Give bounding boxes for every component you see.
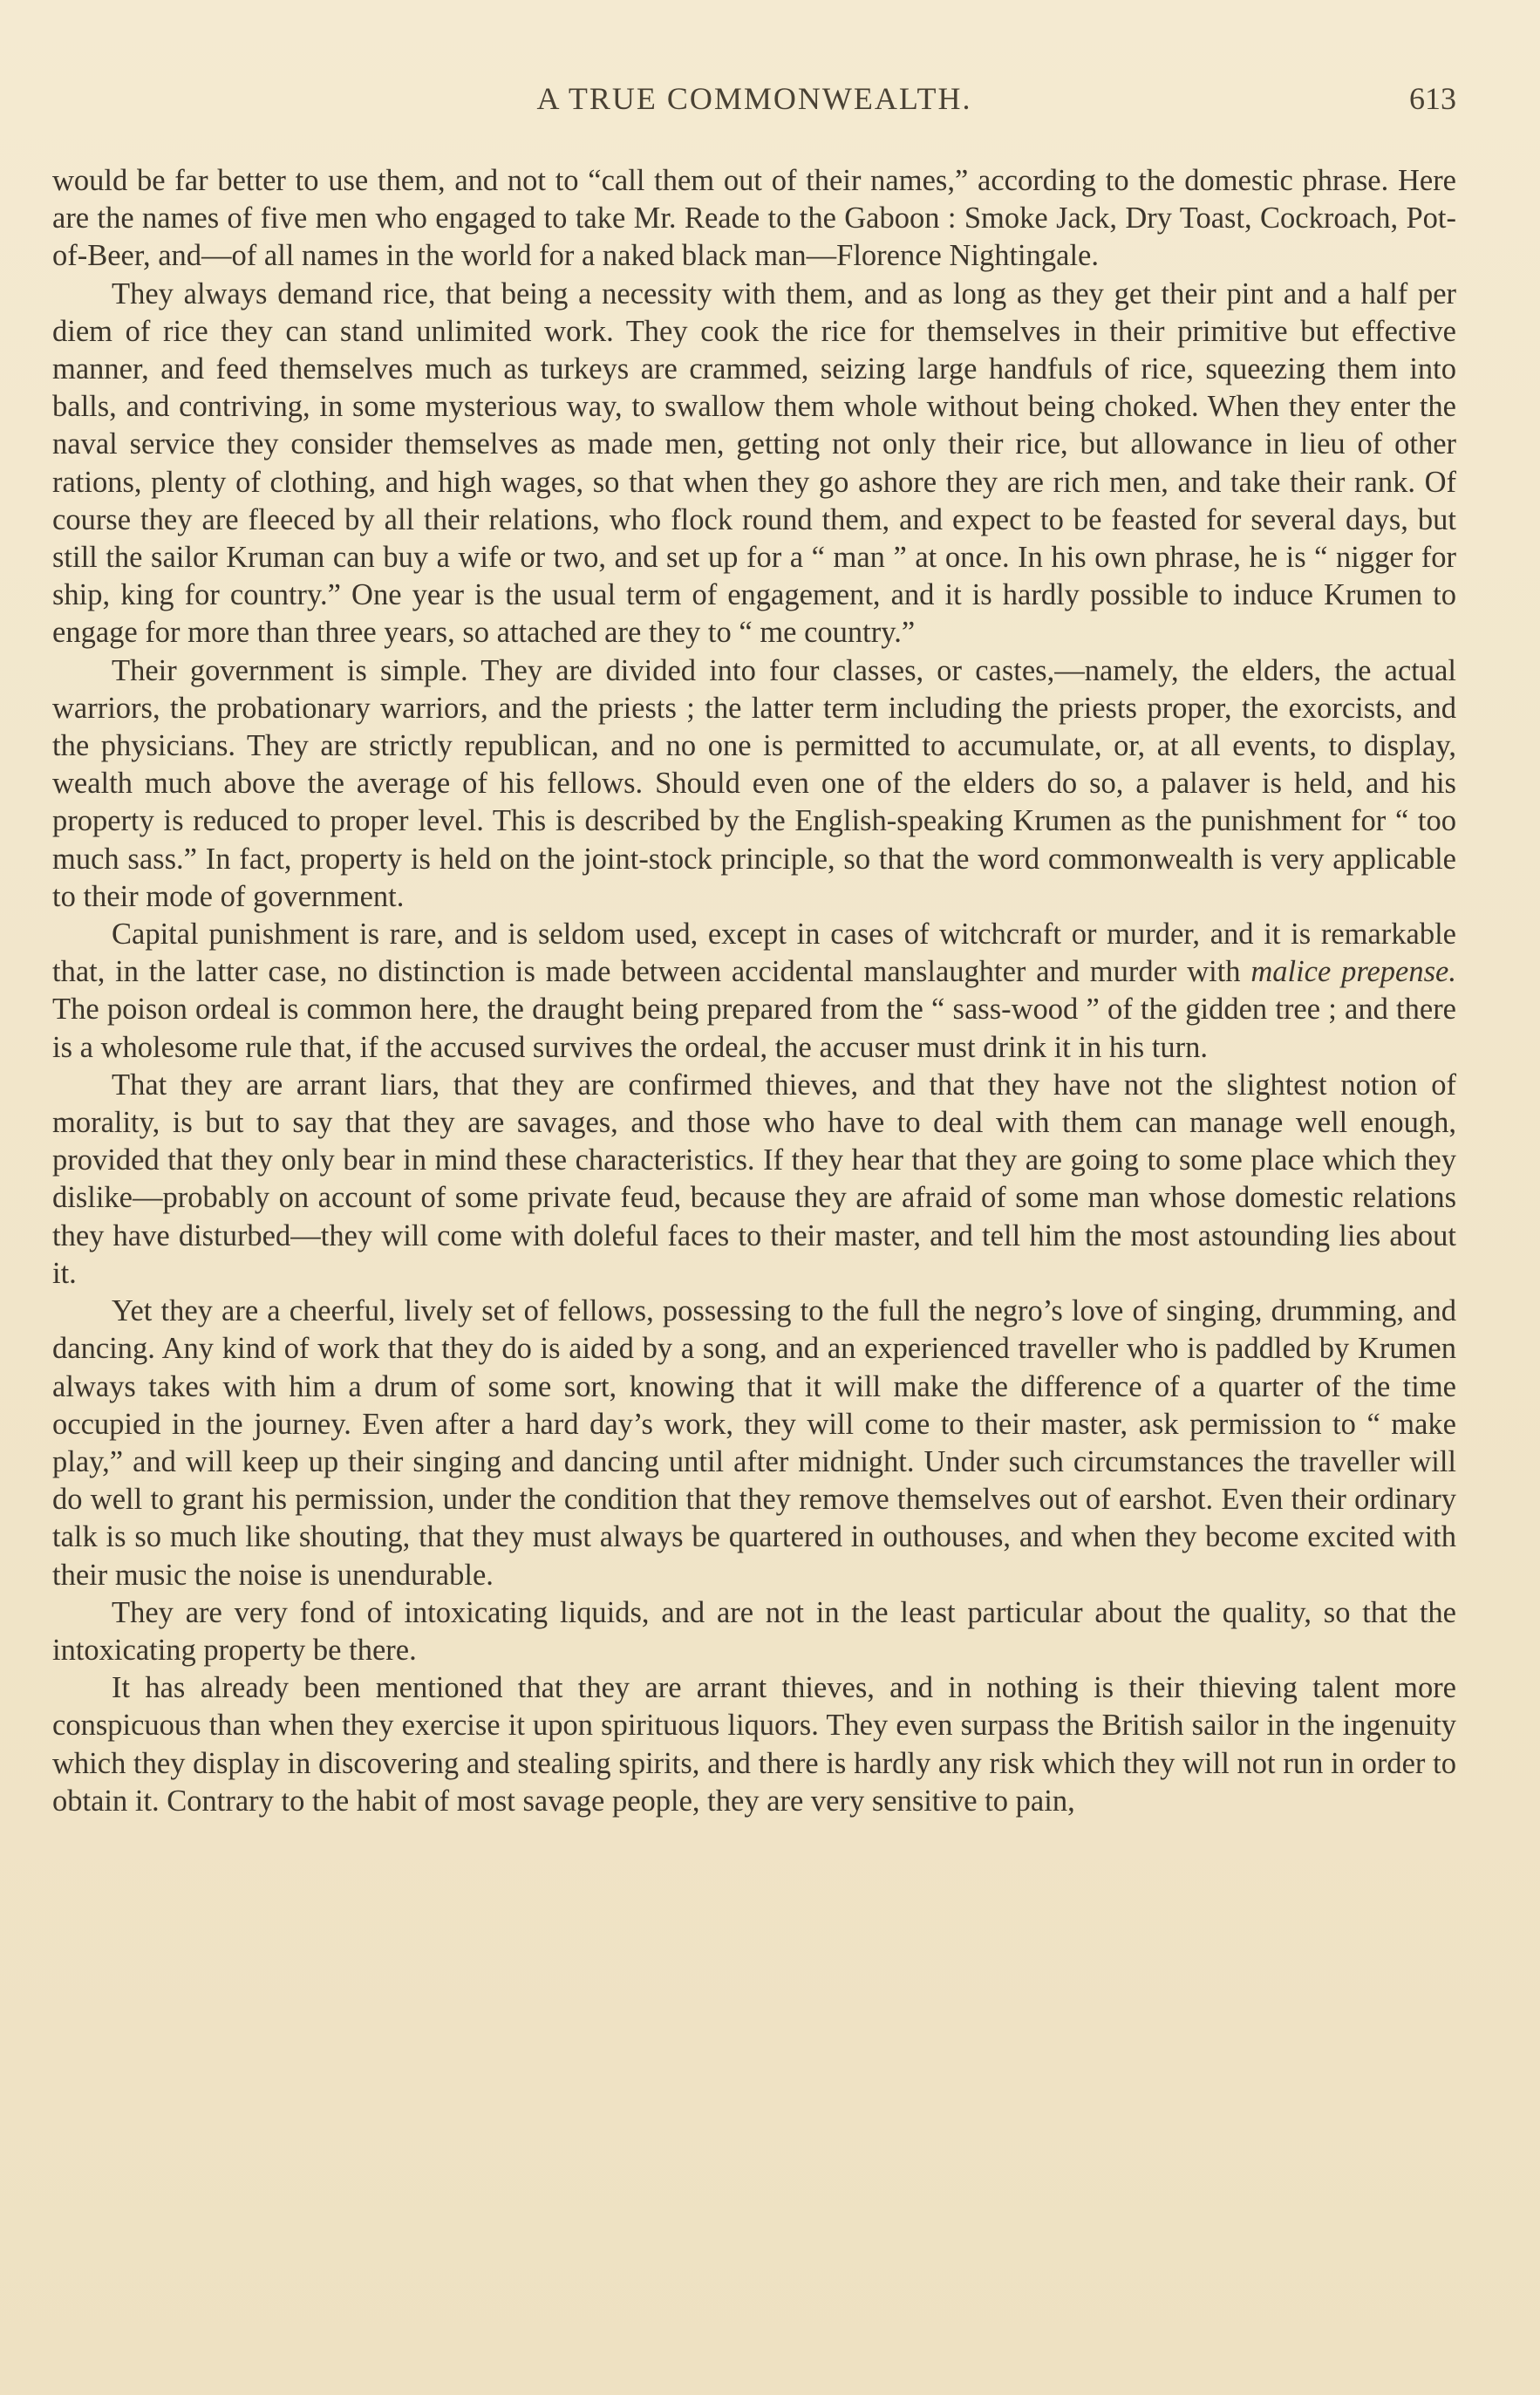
capital-punishment-text-start: Capital punishment is rare, and is seldom used, except in cases of witchcraft or murder, and it is remarkable that, in the latter case, no distinction is made between accidental manslaughter and murder with — [52, 918, 1456, 989]
paragraph-rice-and-wages: They always demand rice, that being a necessity with them, and as long as they get their pint and a half per diem of rice they can stand unlimited work. They cook the rice for themselves in their primitive but effective manner, and feed themselves much as turkeys are crammed, seizing large handfuls of rice, squeezing them into balls, and contriving, in some mysterious way, to swallow them whole without being choked. When they enter the naval service they consider themselves as made men, getting not only their rice, but allowance in lieu of other rations, plenty of clothing, and high wages, so that when they go ashore they are rich men, and take their rank. Of course they are fleeced by all their relations, who flock round them, and expect to be feasted for several days, but still the sailor Kruman can buy a wife or two, and set up for a “ man ” at once. In his own phrase, he is “ nigger for ship, king for country.” One year is the usual term of engagement, and it is hardly possible to induce Krumen to engage for more than three years, so attached are they to “ me country.” — [52, 276, 1456, 650]
paragraph-capital-punishment — [52, 916, 1456, 1067]
page-number: 613 — [1409, 81, 1456, 116]
running-head: A TRUE COMMONWEALTH. — [536, 81, 972, 116]
paragraph-government: Their government is simple. They are divided into four classes, or castes,—namely, the elders, the actual warriors, the probationary warriors, and the priests ; the latter term including the priests proper, the exorcists, and the physicians. They are strictly republican, and no one is permitted to accumulate, or, at all events, to display, wealth much above the average of his fellows. Should even one of the elders do so, a palaver is held, and his property is reduced to proper level. This is described by the English-speaking Krumen as the punishment for “ too much sass.” In fact, property is held on the joint-stock principle, so that the word commonwealth is very applicable to their mode of government. — [52, 653, 1456, 913]
paragraph-liars-and-thieves: That they are arrant liars, that they are confirmed thieves, and that they have not the slightest notion of morality, is but to say that they are savages, and those who have to deal with them can manage well enough, provided that they only bear in mind these characteristics. If they hear that they are going to some place which they dislike—probably on account of some private feud, because they are afraid of some man whose domestic relations they have disturbed—they will come with doleful faces to their master, and tell him the most astounding lies about it. — [52, 1068, 1456, 1290]
body-text — [52, 162, 1456, 1820]
italic-phrase: malice prepense. — [1250, 955, 1456, 989]
page-header — [52, 80, 1456, 141]
paragraph-thieving-spirits: It has already been mentioned that they are arrant thieves, and in nothing is their thieving talent more conspicuous than when they exercise it upon spirituous liquors. They even surpass the British sailor in the ingenuity which they display in discovering and stealing spirits, and there is hardly any risk which they will not run in order to obtain it. Contrary to the habit of most savage people, they are very sensitive to pain, — [52, 1671, 1456, 1818]
capital-punishment-text-end: The poison ordeal is common here, the draught being prepared from the “ sass-wood ” of the gidden tree ; and there is a wholesome rule that, if the accused survives the ordeal, the accuser must drink it in his turn. — [52, 993, 1456, 1064]
paragraph-singing-and-dancing: Yet they are a cheerful, lively set of fellows, possessing to the full the negro’s love of singing, drumming, and dancing. Any kind of work that they do is aided by a song, and an experienced traveller who is paddled by Krumen always takes with him a drum of some sort, knowing that it will make the difference of a quarter of the time occupied in the journey. Even after a hard day’s work, they will come to their master, ask permission to “ make play,” and will keep up their singing and dancing until after midnight. Under such circumstances the traveller will do well to grant his permission, under the condition that they remove themselves out of earshot. Even their ordinary talk is so much like shouting, that they must always be quartered in outhouses, and when they become excited with their music the noise is unendurable. — [52, 1294, 1456, 1592]
paragraph-names-of-krumen: would be far better to use them, and not to “call them out of their names,” according to the domestic phrase. Here are the names of five men who engaged to take Mr. Reade to the Gaboon : Smoke Jack, Dry Toast, Cockroach, Pot-of-Beer, and—of all names in the world for a naked black man—Florence Nightingale. — [52, 164, 1456, 273]
paragraph-intoxicating-liquids: They are very fond of intoxicating liquids, and are not in the least particular about the quality, so that the intoxicating property be there. — [52, 1595, 1456, 1667]
